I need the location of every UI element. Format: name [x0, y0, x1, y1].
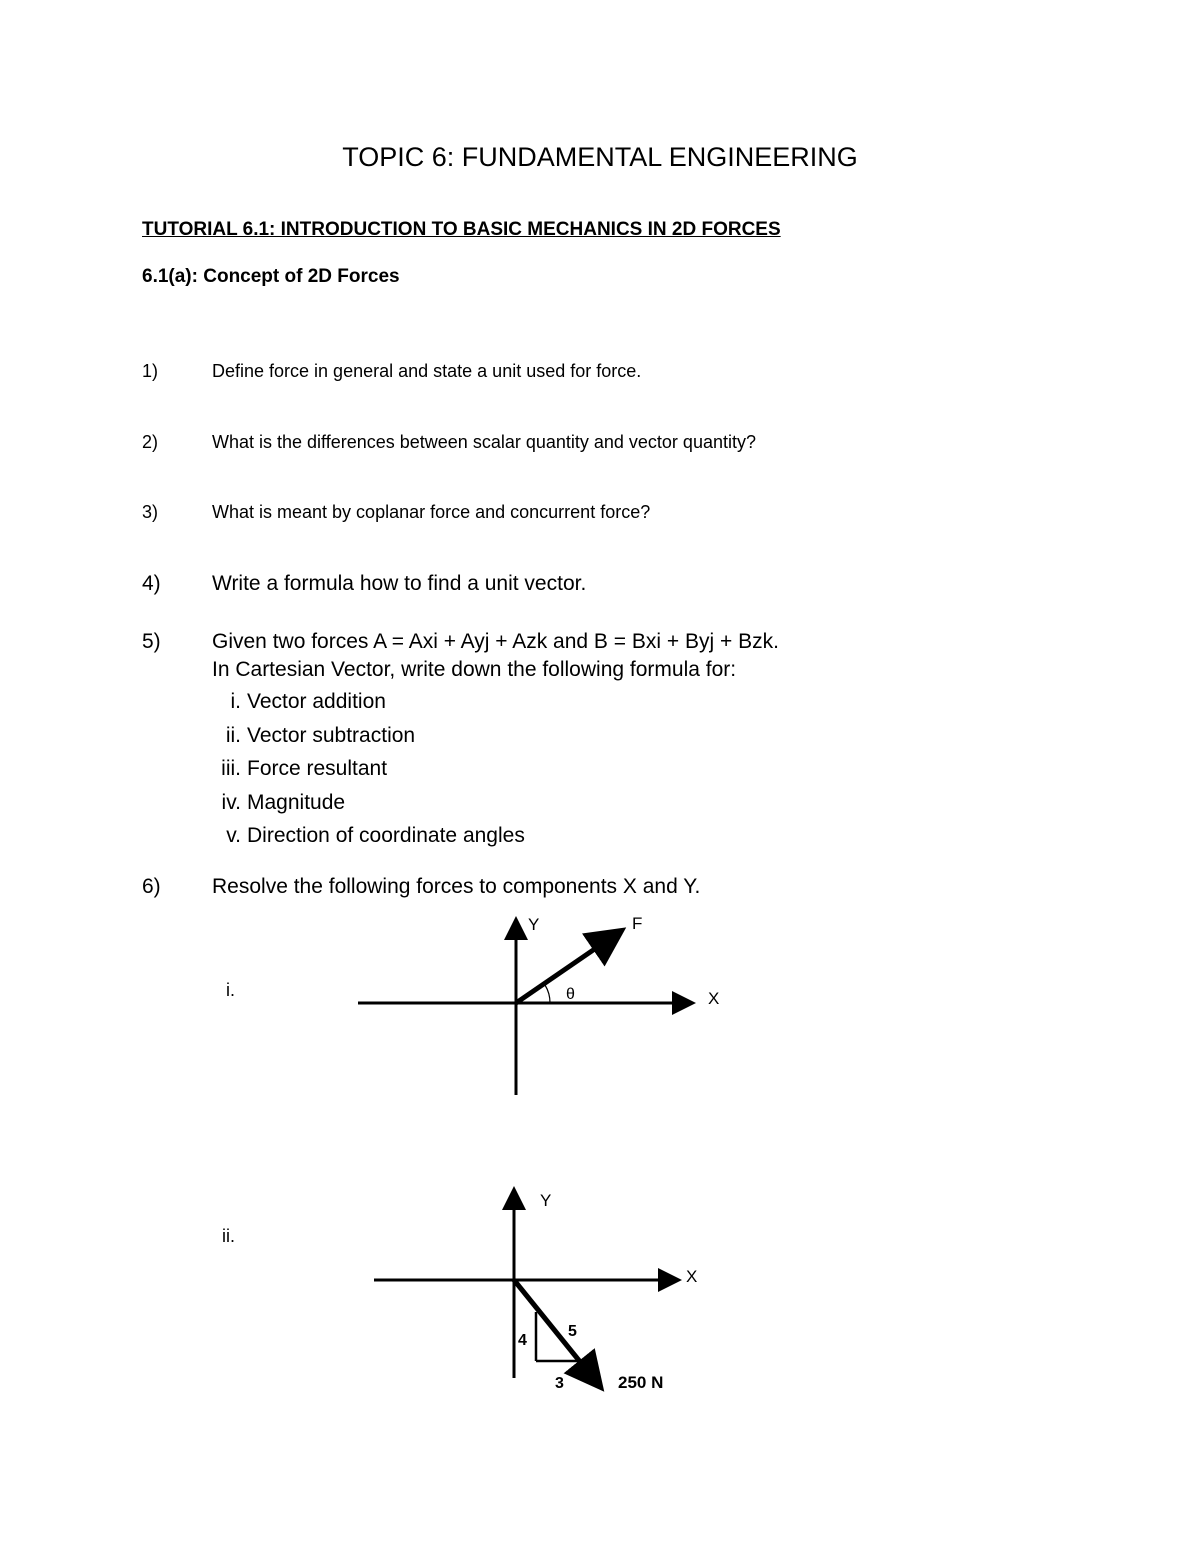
question-2-text: What is the differences between scalar quantity and vector quantity? [212, 432, 756, 452]
x-axis-label: X [708, 989, 720, 1008]
question-5-number: 5) [142, 630, 161, 653]
question-1-number: 1) [142, 361, 159, 381]
diagram-2-label: ii. [222, 1226, 235, 1246]
list-item [207, 724, 415, 748]
question-5-text: Given two forces A = Axi + Ayj + Azk and B = Bxi + Byj + Bzk. [212, 630, 779, 653]
list-item-number: ii. [225, 724, 241, 747]
force-diagram-1 [340, 900, 760, 1110]
y-axis-label: Y [540, 1191, 552, 1210]
list-item-number: iii. [221, 757, 241, 780]
list-item [207, 791, 345, 815]
angle-label: θ [566, 986, 575, 1003]
question-3-text: What is meant by coplanar force and concurrent force? [212, 502, 651, 522]
tutorial-heading: TUTORIAL 6.1: INTRODUCTION TO BASIC MECHANICS IN 2D FORCES [142, 219, 781, 240]
force-diagram-2 [360, 1180, 720, 1400]
list-item-text: Magnitude [247, 791, 346, 814]
list-item-number: v. [226, 824, 241, 847]
x-axis-label: X [686, 1267, 698, 1286]
page-title: TOPIC 6: FUNDAMENTAL ENGINEERING [342, 142, 858, 172]
question-5-subtext: In Cartesian Vector, write down the following formula for: [212, 658, 737, 681]
triangle-hypotenuse-5: 5 [568, 1323, 577, 1340]
question-3-number: 3) [142, 502, 159, 522]
triangle-side-4: 4 [518, 1332, 527, 1349]
list-item-text: Vector subtraction [247, 724, 416, 747]
list-item [207, 690, 386, 714]
question-1-text: Define force in general and state a unit used for force. [212, 361, 642, 381]
question-4-number: 4) [142, 572, 161, 595]
list-item-text: Force resultant [247, 757, 388, 780]
question-6-text: Resolve the following forces to components X and Y. [212, 875, 701, 898]
list-item [207, 824, 525, 848]
question-4-text: Write a formula how to find a unit vector. [212, 572, 587, 595]
list-item-text: Vector addition [247, 690, 386, 713]
triangle-side-3: 3 [555, 1375, 564, 1392]
list-item-text: Direction of coordinate angles [247, 824, 525, 847]
subsection-heading: 6.1(a): Concept of 2D Forces [142, 266, 400, 287]
y-axis-label: Y [528, 915, 540, 934]
question-2-number: 2) [142, 432, 159, 452]
force-magnitude-label: 250 N [618, 1373, 664, 1392]
list-item [207, 757, 387, 781]
list-item-number: iv. [221, 791, 241, 814]
question-6-number: 6) [142, 875, 161, 898]
list-item-number: i. [230, 690, 241, 713]
diagram-1-label: i. [226, 980, 235, 1000]
force-label: F [632, 914, 643, 933]
angle-arc [545, 985, 550, 1003]
